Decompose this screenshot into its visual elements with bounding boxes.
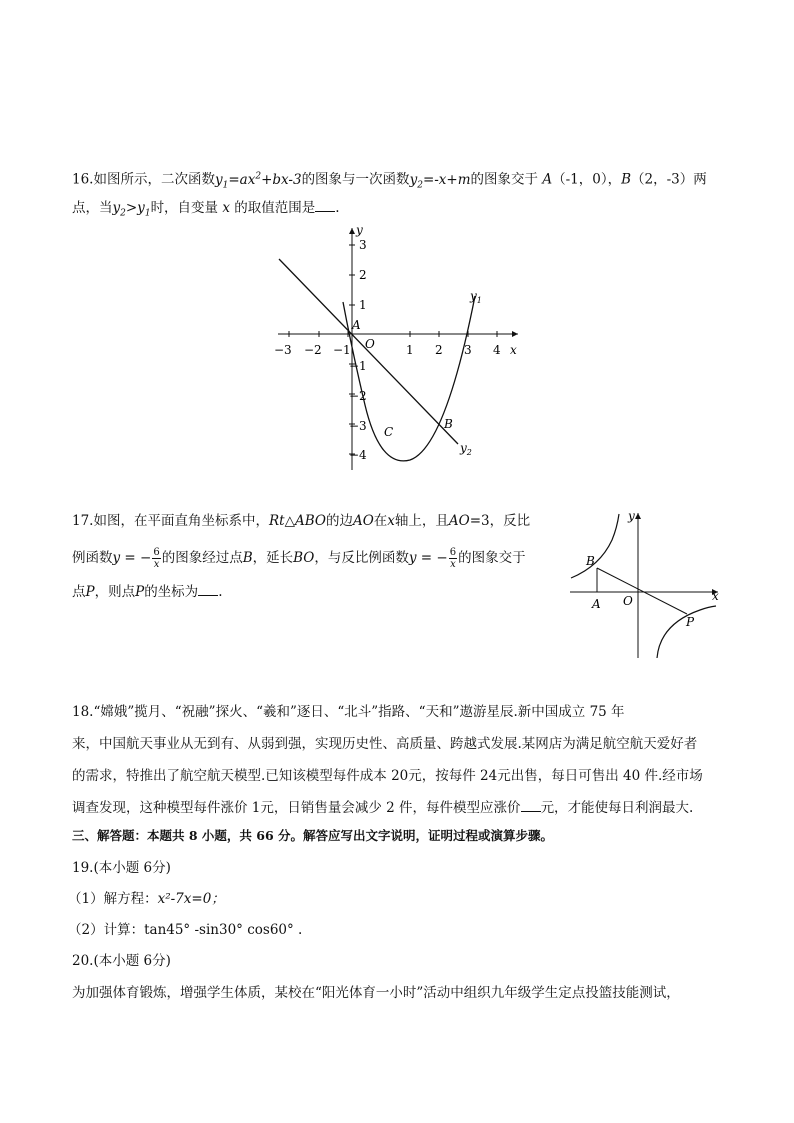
q16-var-x: x bbox=[222, 200, 230, 216]
answer-blank[interactable] bbox=[521, 799, 541, 812]
fraction: $\frac{6}{x}$ bbox=[153, 547, 160, 570]
point-b-label: B bbox=[586, 554, 595, 568]
tick-label: −2 bbox=[304, 343, 322, 357]
q16-text: 时，自变量 bbox=[150, 200, 219, 216]
q17-graph bbox=[564, 508, 724, 662]
q20-text: 为加强体育锻炼，增强学生体质，某校在“阳光体育一小时”活动中组织九年级学生定点投篮技能测试， bbox=[72, 985, 680, 1001]
q17-text: ，则点 bbox=[94, 584, 136, 600]
q16-text: 的图象与一次函数 bbox=[301, 171, 410, 188]
q16-condition: $y_2>y_1$ bbox=[112, 200, 151, 219]
q17-var: P bbox=[135, 584, 145, 600]
q16-text: 点，当 bbox=[72, 200, 113, 216]
q16-text: （-1，0）， bbox=[552, 171, 622, 188]
q16-text: 的图象交于 bbox=[470, 171, 539, 188]
tick-label: −3 bbox=[274, 343, 292, 357]
q16-text: 的取值范围是 bbox=[234, 200, 316, 216]
q17-text: 的图象交于 bbox=[458, 550, 526, 566]
q19-equation: x²-7x=0； bbox=[157, 891, 225, 907]
point-c-label: C bbox=[384, 425, 394, 439]
q18-line4 bbox=[72, 798, 693, 818]
q17-text: 点 bbox=[72, 584, 86, 600]
q17-var: P bbox=[85, 584, 95, 600]
tick-label: −4 bbox=[349, 448, 367, 462]
q16-point-b: B bbox=[621, 171, 632, 188]
q17-text: . bbox=[218, 584, 223, 600]
q16-graph bbox=[270, 222, 530, 474]
q19-part2: （2）计算：tan45° -sin30° cos60° . bbox=[68, 922, 303, 938]
q16-line2 bbox=[72, 198, 340, 224]
answer-blank[interactable] bbox=[198, 583, 218, 596]
q17-func: y = − bbox=[112, 550, 152, 566]
y-axis-label: y bbox=[356, 223, 363, 237]
q17-text: ，与反比例函数 bbox=[314, 550, 409, 566]
tick-label: −3 bbox=[349, 419, 367, 433]
q17-var: B bbox=[242, 550, 253, 566]
q17-func: y = − bbox=[408, 550, 448, 566]
origin-label: O bbox=[365, 337, 375, 351]
q16-text: 16.如图所示，二次函数 bbox=[72, 171, 215, 188]
q16-quadratic: $y_1=ax^2+bx-3$ bbox=[214, 171, 302, 191]
q17-triangle: Rt△ABO bbox=[268, 513, 326, 529]
q16-line1 bbox=[72, 166, 707, 195]
x-axis-label: x bbox=[712, 589, 719, 603]
q16-text: （2，-3）两 bbox=[631, 171, 707, 188]
q17-line1 bbox=[72, 511, 530, 531]
point-a-label: A bbox=[352, 318, 361, 332]
q18-line2: 来，中国航天事业从无到有、从弱到强，实现历史性、高质量、跨越式发展.某网店为满足航空航天爱好者 bbox=[72, 736, 698, 752]
q20-heading: 20.(本小题 6分) bbox=[72, 953, 171, 969]
q17-text: 的坐标为 bbox=[144, 584, 199, 600]
tick-label: 2 bbox=[435, 343, 443, 357]
point-b-label: B bbox=[444, 417, 453, 431]
q19-part1 bbox=[68, 889, 225, 909]
tick-label: 1 bbox=[406, 343, 414, 357]
q18-text: 调查发现，这种模型每件涨价 1元，日销售量会减少 2 件，每件模型应涨价 bbox=[72, 800, 521, 816]
x-tick-labels bbox=[274, 343, 501, 357]
q17-text: 的图象经过点 bbox=[161, 550, 243, 566]
point-p-label: P bbox=[686, 615, 695, 629]
parabola-y1 bbox=[343, 296, 475, 461]
tick-label: −1 bbox=[333, 343, 351, 357]
tick-label: 4 bbox=[493, 343, 501, 357]
q19-text: （1）解方程： bbox=[68, 891, 158, 907]
q17-line3 bbox=[72, 582, 222, 602]
line-bp bbox=[597, 568, 687, 614]
tick-label: −1 bbox=[349, 359, 367, 373]
tick-label: 3 bbox=[464, 343, 472, 357]
point-a-label: A bbox=[592, 597, 601, 611]
q17-line2 bbox=[72, 544, 526, 572]
tick-label: 3 bbox=[359, 238, 367, 252]
q18-text: 元，才能使每日利润最大. bbox=[540, 800, 694, 816]
section-heading: 三、解答题：本题共 8 小题，共 66 分。解答应写出文字说明，证明过程或演算步骤。 bbox=[72, 828, 554, 843]
q16-point-a: A bbox=[542, 171, 553, 188]
q17-var: BO bbox=[293, 550, 315, 566]
curve-y1-label: $y_1$ bbox=[470, 289, 482, 305]
q17-var: AO bbox=[448, 513, 470, 529]
q17-text: 17.如图，在平面直角坐标系中， bbox=[72, 513, 269, 529]
q17-var: x bbox=[387, 513, 395, 529]
answer-blank[interactable] bbox=[315, 199, 335, 212]
q17-var: AO bbox=[352, 513, 374, 529]
curve-y2-label: $y_2$ bbox=[460, 441, 472, 457]
hyperbola-left bbox=[571, 514, 619, 578]
q19-heading: 19.(本小题 6分) bbox=[72, 860, 171, 876]
tick-label: 2 bbox=[359, 268, 367, 282]
q17-text: ，延长 bbox=[252, 550, 294, 566]
q17-text: =3，反比 bbox=[469, 513, 531, 529]
y-axis-label: y bbox=[628, 509, 635, 523]
tick-label: 1 bbox=[359, 298, 367, 312]
q17-text: 轴上，且 bbox=[394, 513, 449, 529]
q18-line3: 的需求，特推出了航空航天模型.已知该模型每件成本 20元，按每件 24元出售，每日可售出 40 件.经市场 bbox=[72, 768, 703, 784]
origin-label: O bbox=[623, 594, 633, 608]
q16-text: . bbox=[335, 200, 340, 216]
fraction: $\frac{6}{x}$ bbox=[449, 547, 457, 570]
tick-label: −2 bbox=[349, 389, 367, 403]
x-axis-label: x bbox=[510, 343, 517, 357]
q17-text: 的边 bbox=[325, 513, 353, 529]
q17-text: 在 bbox=[373, 513, 388, 529]
q18-line1: 18.“嫦娥”揽月、“祝融”探火、“羲和”逐日、“北斗”指路、“天和”遨游星辰.新中国成立 75 年 bbox=[72, 704, 625, 720]
q17-text: 例函数 bbox=[72, 550, 113, 566]
q16-linear: $y_2=-x+m$ bbox=[409, 171, 471, 191]
